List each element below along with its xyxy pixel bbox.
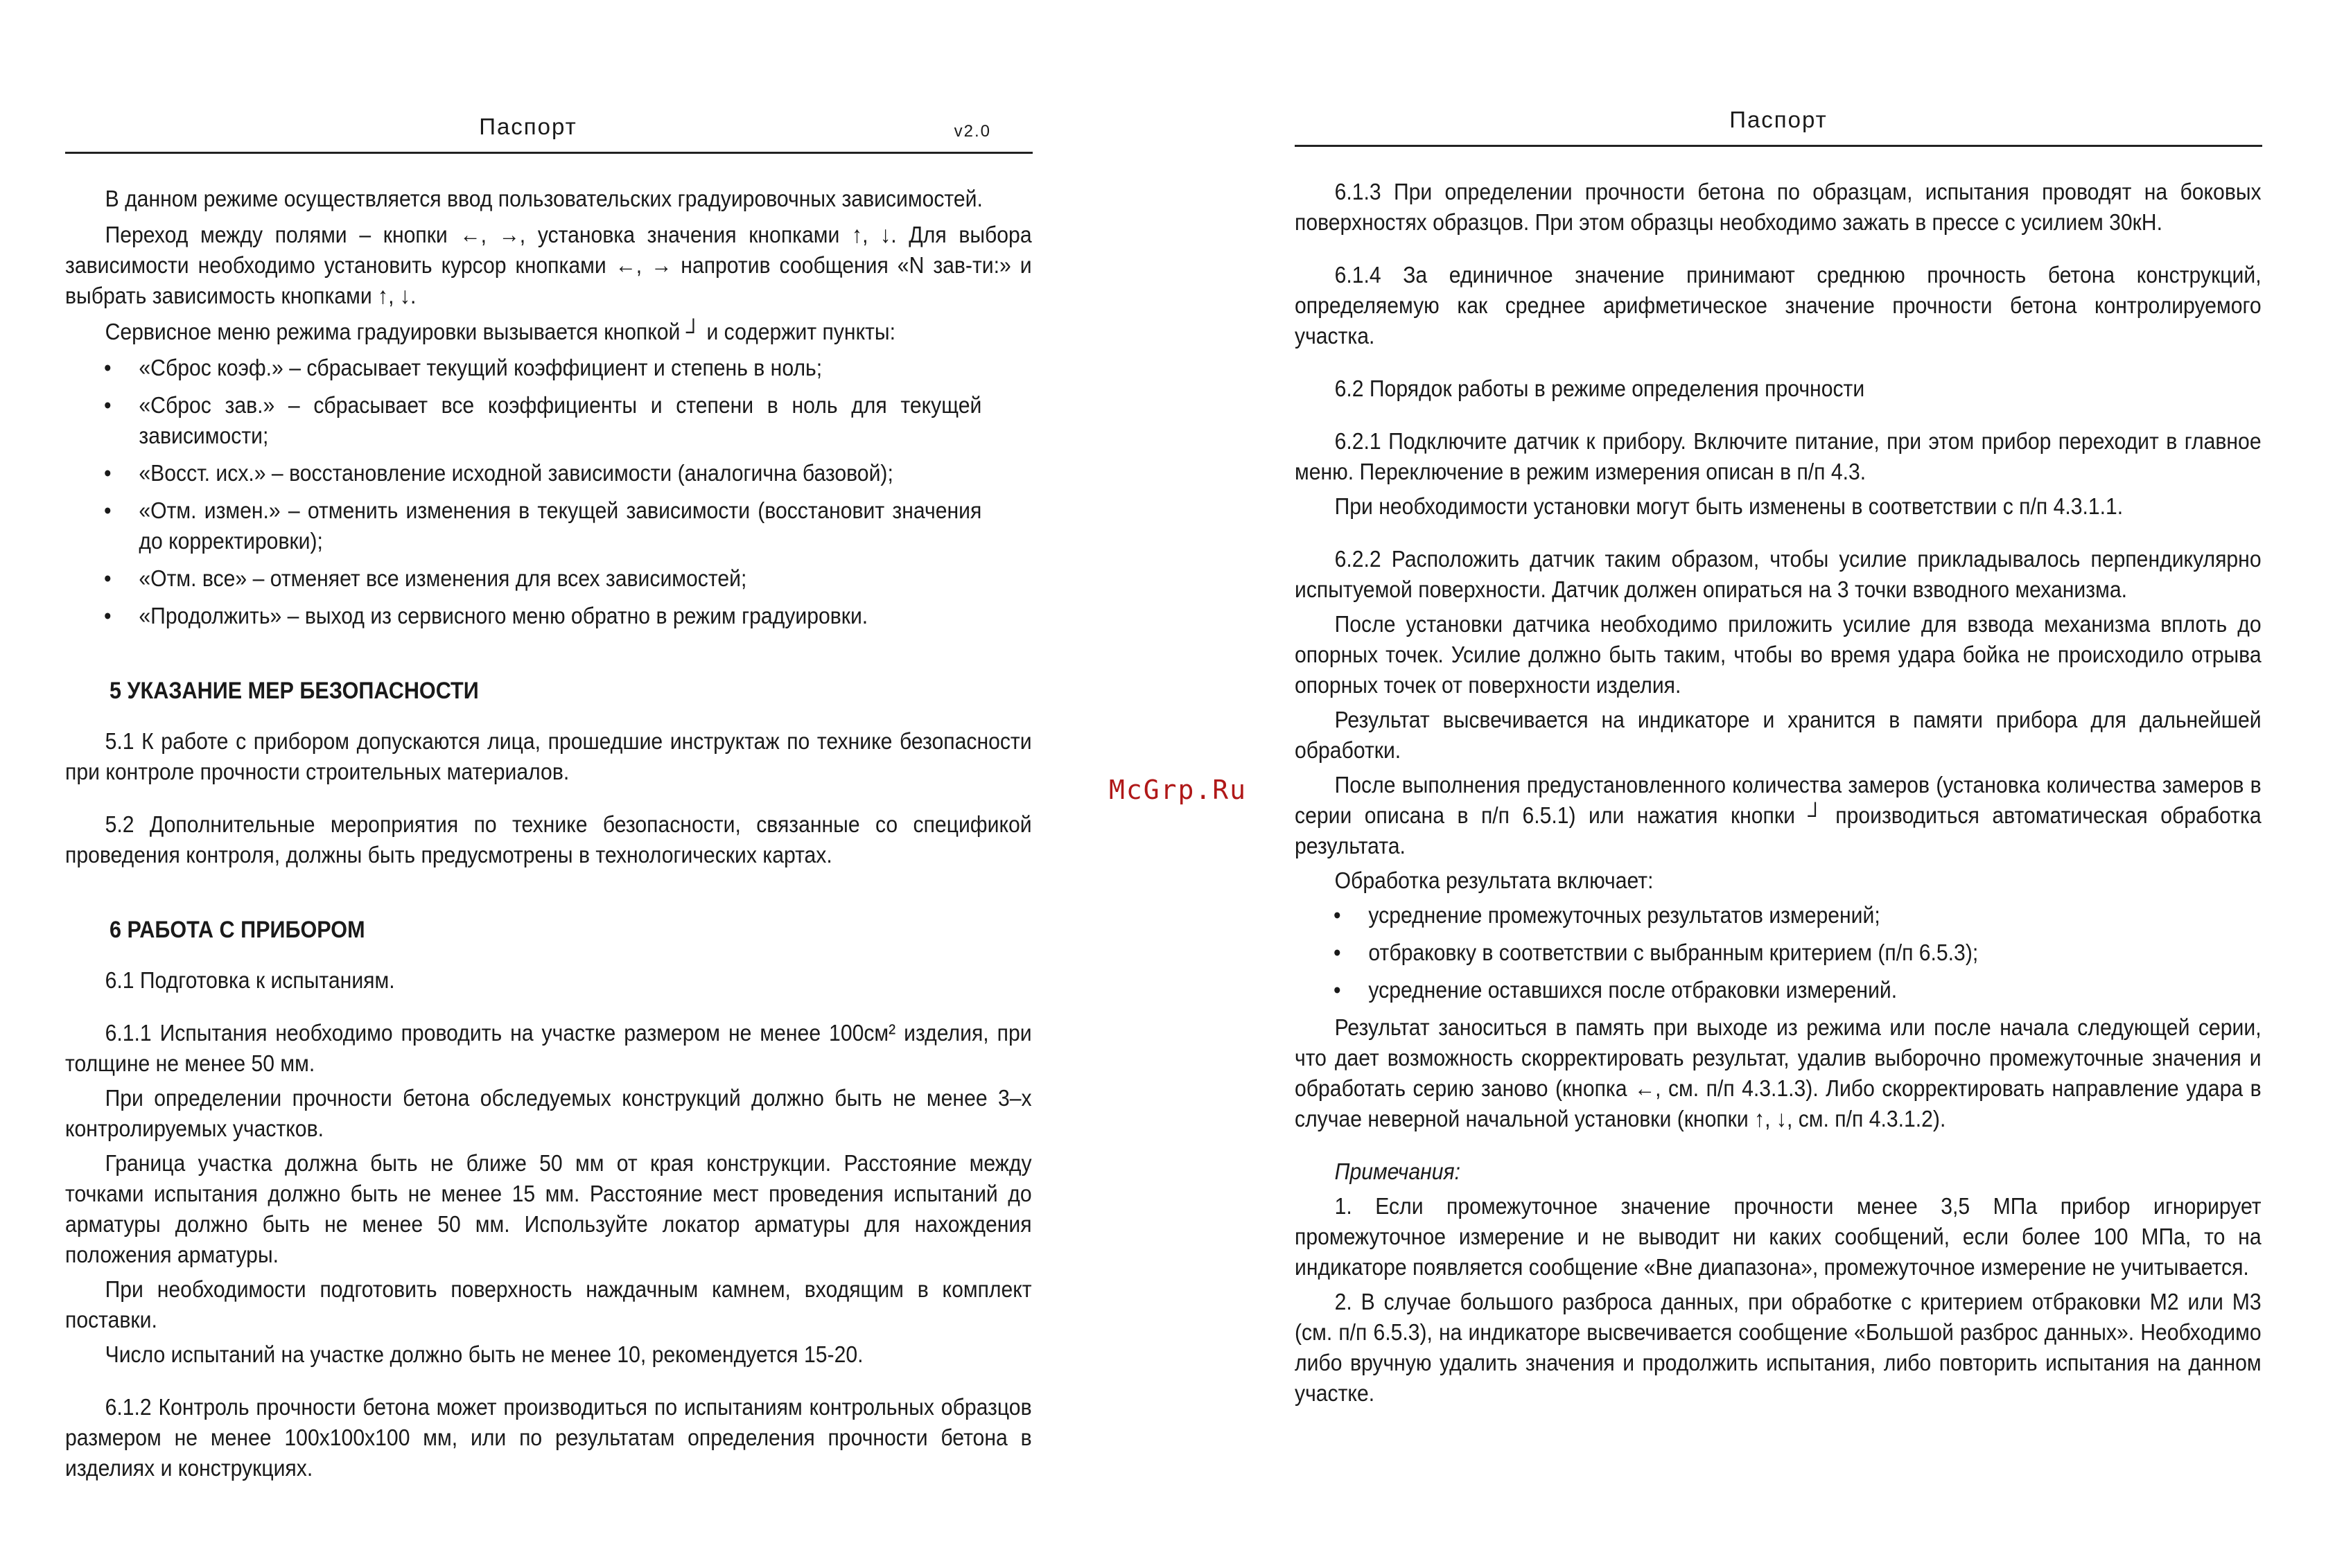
- list-item: • усреднение промежуточных результатов измерений;: [1333, 901, 2211, 931]
- header-title: Паспорт: [479, 114, 577, 139]
- page-header: [65, 104, 1033, 154]
- paragraph: После установки датчика необходимо приложить усилие для взвода механизма вплоть до опорных точек. Усилие должно быть таким, чтобы во время удара бойка не происходило отрыва опорных точек от поверхности изделия.: [1295, 612, 2262, 698]
- section-heading: 5 УКАЗАНИЕ МЕР БЕЗОПАСНОСТИ: [110, 678, 479, 704]
- list-item: • «Продолжить» – выход из сервисного меню обратно в режим градуировки.: [104, 601, 981, 632]
- list-item: • «Сброс зав.» – сбрасывает все коэффициенты и степени в ноль для текущей зависимости;: [104, 391, 981, 452]
- version-label: v2.0: [954, 122, 991, 141]
- paragraph: В данном режиме осуществляется ввод пользовательских градуировочных зависимостей.: [105, 186, 983, 212]
- section-heading: 6 РАБОТА С ПРИБОРОМ: [110, 917, 365, 943]
- paragraph: Результат заноситься в память при выходе из режима или после начала следующей серии, что дает возможность скорректировать результат, удалив выборочно промежуточные значения и обработать серию заново (кнопка ←, см. п/п 4.3.1.3). Либо скорректировать направление удара в случае неверной начальной установки (кнопки ↑, ↓, см. п/п 4.3.1.2).: [1295, 1015, 2262, 1132]
- paragraph: При необходимости установки могут быть изменены в соответствии с п/п 4.3.1.1.: [1334, 494, 2124, 520]
- paragraph: При определении прочности бетона обследуемых конструкций должно быть не менее 3–х контролируемых участков.: [65, 1086, 1032, 1142]
- header-title: Паспорт: [1729, 107, 1828, 132]
- list-item: • «Отм. измен.» – отменить изменения в текущей зависимости (восстановит значения до корректировки);: [104, 496, 981, 557]
- paragraph: Сервисное меню режима градуировки вызывается кнопкой ┘ и содержит пункты:: [105, 319, 895, 345]
- paragraph: 2. В случае большого разброса данных, при обработке с критерием отбраковки М2 или М3 (см. п/п 6.5.3), на индикаторе высвечивается сообщение «Большой разброс данных». Необходимо либо вручную удалить значения и продолжить испытания, либо повторить испытания на данном участке.: [1295, 1289, 2262, 1407]
- paragraph: 6.1 Подготовка к испытаниям.: [105, 968, 395, 994]
- watermark: McGrp.Ru: [1109, 775, 1248, 805]
- paragraph: 6.1.1 Испытания необходимо проводить на участке размером не менее 100см² изделия, при толщине не менее 50 мм.: [65, 1021, 1032, 1077]
- list-item: • «Восст. исх.» – восстановление исходной зависимости (аналогична базовой);: [104, 459, 981, 489]
- paragraph: Граница участка должна быть не ближе 50 мм от края конструкции. Расстояние между точками испытания должно быть не менее 15 мм. Расстояние мест проведения испытаний до арматуры должно быть не менее 50 мм. Используйте локатор арматуры для нахождения положения арматуры.: [65, 1151, 1032, 1268]
- paragraph: 5.1 К работе с прибором допускаются лица, прошедшие инструктаж по технике безопасности при контроле прочности строительных материалов.: [65, 729, 1032, 785]
- paragraph: Результат высвечивается на индикаторе и хранится в памяти прибора для дальнейшей обработки.: [1295, 707, 2262, 764]
- paragraph: 6.1.2 Контроль прочности бетона может производиться по испытаниям контрольных образцов размером не менее 100x100x100 мм, или по результатам определения прочности бетона в изделиях и конструкциях.: [65, 1395, 1032, 1481]
- paragraph: 5.2 Дополнительные мероприятия по технике безопасности, связанные со спецификой проведения контроля, должны быть предусмотрены в технологических картах.: [65, 812, 1032, 868]
- paragraph: 6.1.4 За единичное значение принимают среднюю прочность бетона конструкций, определяемую как среднее арифметическое значение прочности бетона контролируемого участка.: [1295, 263, 2262, 349]
- paragraph: 6.2.2 Расположить датчик таким образом, чтобы усилие прикладывалось перпендикулярно испытуемой поверхности. Датчик должен опираться на 3 точки взводного механизма.: [1295, 547, 2262, 603]
- paragraph: 6.2 Порядок работы в режиме определения прочности: [1334, 376, 1865, 402]
- list-item: • «Сброс коэф.» – сбрасывает текущий коэффициент и степень в ноль;: [104, 353, 981, 384]
- paragraph: 1. Если промежуточное значение прочности менее 3,5 МПа прибор игнорирует промежуточное измерение и не выводит ни каких сообщений, если более 100 МПа, то на индикаторе появляется сообщение «Вне диапазона», промежуточное измерение не учитывается.: [1295, 1194, 2262, 1280]
- paragraph: 6.1.3 При определении прочности бетона по образцам, испытания проводят на боковых поверхностях образцов. При этом образцы необходимо зажать в прессе с усилием 30кН.: [1295, 179, 2262, 236]
- processing-list: [1333, 901, 2262, 1006]
- paragraph: 6.2.1 Подключите датчик к прибору. Включите питание, при этом прибор переходит в главное меню. Переключение в режим измерения описан в п/п 4.3.: [1295, 429, 2262, 485]
- paragraph: Переход между полями – кнопки ←, →, установка значения кнопками ↑, ↓. Для выбора зависимости необходимо установить курсор кнопками ←, → напротив сообщения «N зав-ти:» и выбрать зависимость кнопками ↑, ↓.: [65, 222, 1032, 309]
- service-menu-list: [104, 353, 1033, 632]
- list-item: • отбраковку в соответствии с выбранным критерием (п/п 6.5.3);: [1333, 938, 2211, 969]
- right-page: [1295, 97, 2262, 1409]
- left-page: [65, 104, 1033, 1484]
- paragraph: Обработка результата включает:: [1334, 868, 1654, 894]
- list-item: • «Отм. все» – отменяет все изменения для всех зависимостей;: [104, 564, 981, 594]
- page-header: [1295, 97, 2262, 147]
- paragraph: При необходимости подготовить поверхность наждачным камнем, входящим в комплект поставки.: [65, 1277, 1032, 1333]
- paragraph: После выполнения предустановленного количества замеров (установка количества замеров в серии описана в п/п 6.5.1) или нажатия кнопки ┘ производиться автоматическая обработка результата.: [1295, 773, 2262, 859]
- notes-heading: Примечания:: [1334, 1159, 1460, 1185]
- list-item: • усреднение оставшихся после отбраковки измерений.: [1333, 976, 2211, 1006]
- paragraph: Число испытаний на участке должно быть не менее 10, рекомендуется 15-20.: [105, 1342, 864, 1368]
